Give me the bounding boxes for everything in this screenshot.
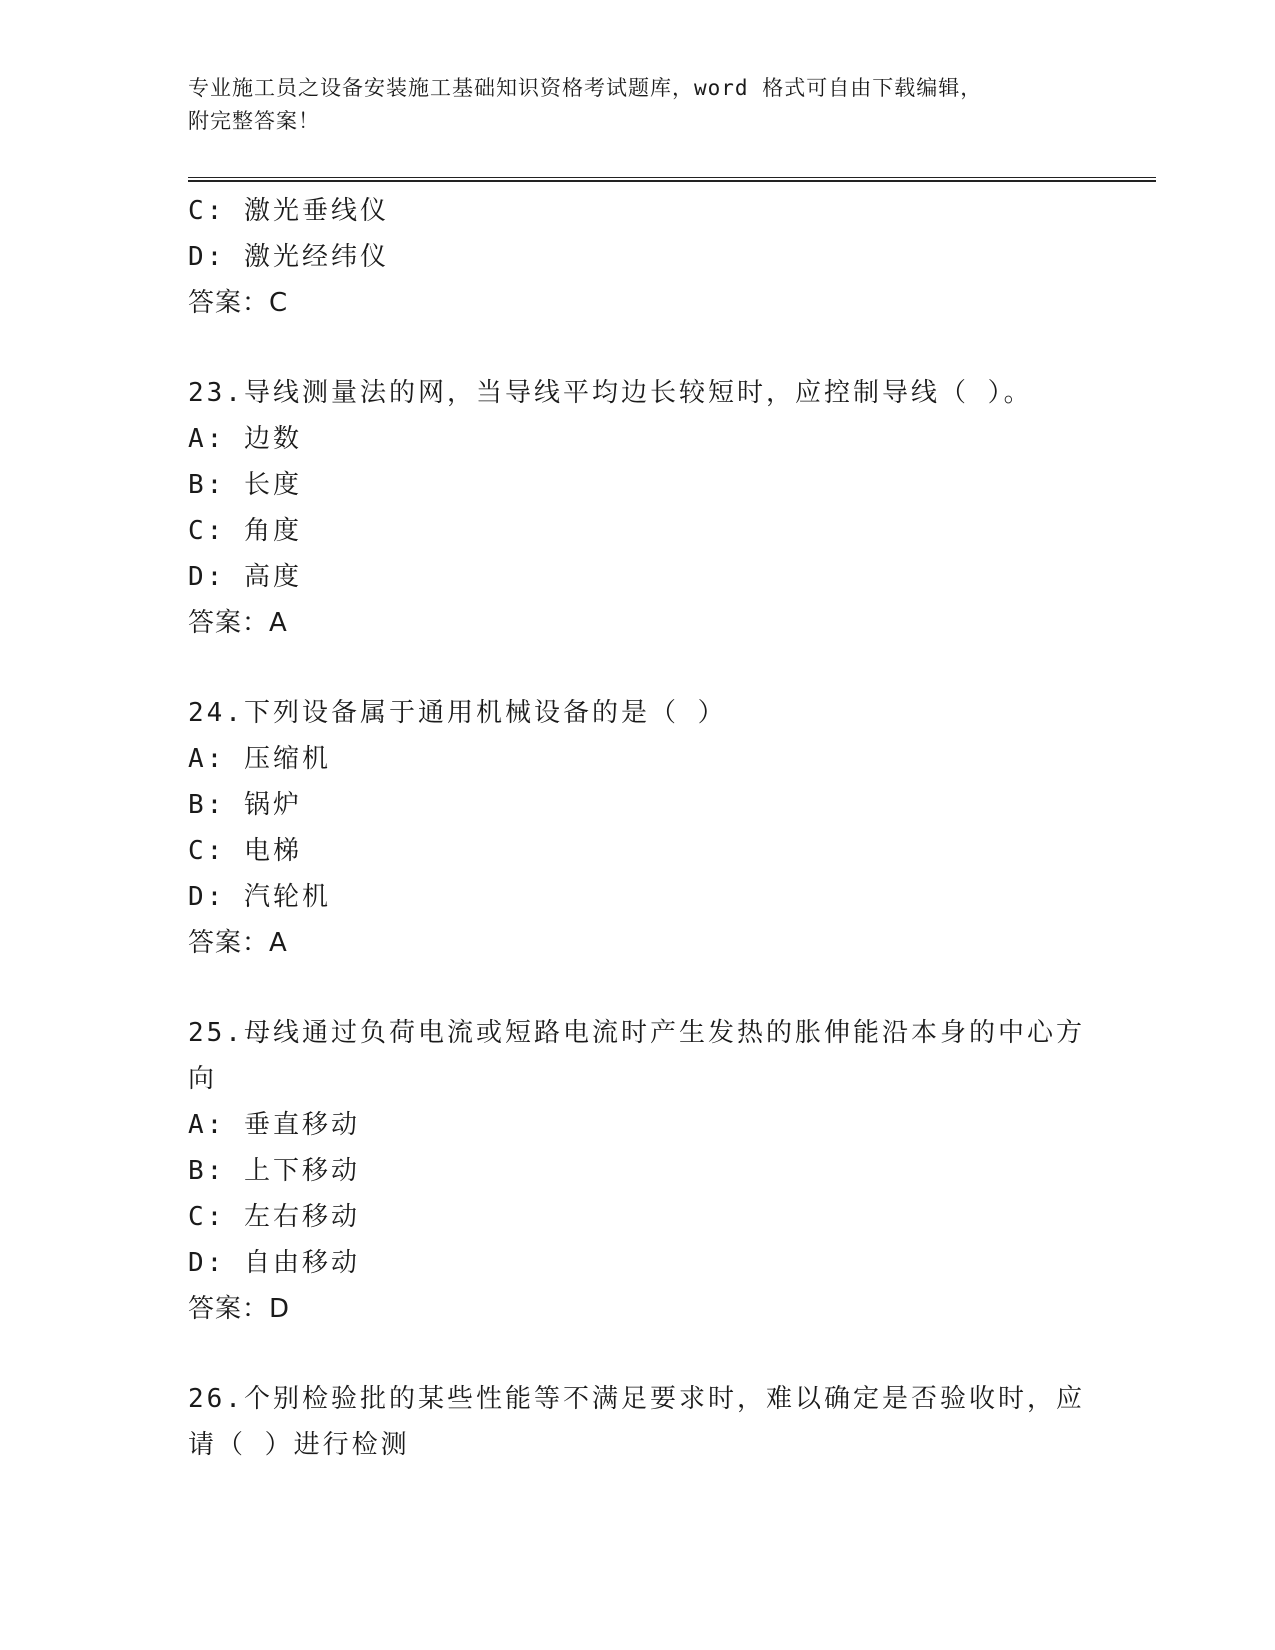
question-stem: 25.母线通过负荷电流或短路电流时产生发热的胀伸能沿本身的中心方向 [188,1018,1085,1094]
option-b: B: 锅炉 [188,790,302,820]
page-header [188,72,1068,138]
question-stem: 24.下列设备属于通用机械设备的是（ ） [188,698,727,728]
option-d: D: 自由移动 [188,1248,360,1278]
question-26 [188,1376,1108,1468]
question-23 [188,370,1108,646]
option-a: A: 垂直移动 [188,1110,360,1140]
option-c: C: 电梯 [188,836,302,866]
option-b: B: 长度 [188,470,302,500]
question-stem: 26.个别检验批的某些性能等不满足要求时，难以确定是否验收时，应请（ ）进行检测 [188,1384,1085,1460]
option-d: D: 汽轮机 [188,882,331,912]
answer-label: 答案：A [188,928,288,958]
header-line-2: 附完整答案！ [188,109,320,133]
answer-label: 答案：C [188,288,289,318]
option-d: D: 高度 [188,562,302,592]
question-25 [188,1010,1108,1332]
question-22-continued [188,188,1108,326]
option-a: A: 边数 [188,424,302,454]
option-c: C: 左右移动 [188,1202,360,1232]
option-b: B: 上下移动 [188,1156,360,1186]
answer-label: 答案：D [188,1294,291,1324]
option-d: D: 激光经纬仪 [188,242,389,272]
option-a: A: 压缩机 [188,744,331,774]
question-24 [188,690,1108,966]
option-c: C: 激光垂线仪 [188,196,389,226]
header-line-1: 专业施工员之设备安装施工基础知识资格考试题库，word 格式可自由下载编辑， [188,76,983,100]
question-list [188,188,1108,1468]
question-stem: 23.导线测量法的网，当导线平均边长较短时，应控制导线（ ）。 [188,378,1033,408]
header-divider [188,177,1156,182]
answer-label: 答案：A [188,608,288,638]
option-c: C: 角度 [188,516,302,546]
